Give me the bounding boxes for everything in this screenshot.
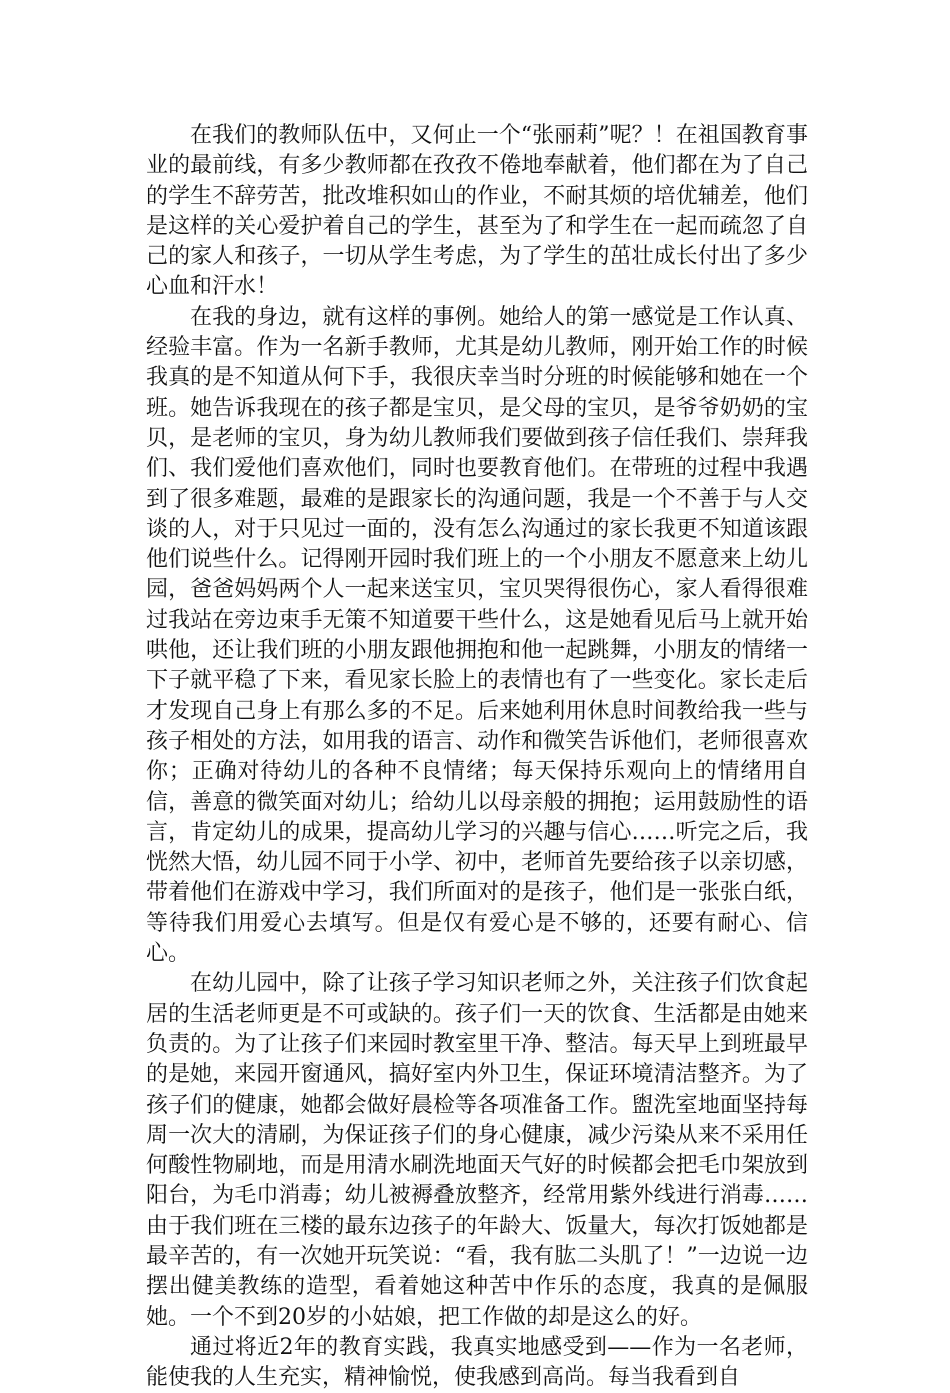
- paragraph-2: 在我的身边，就有这样的事例。她给人的第一感觉是工作认真、经验丰富。作为一名新手教师，尤其是幼儿教师，刚开始工作的时候我真的是不知道从何下手，我很庆幸当时分班的时候能够和她在一个班。她告诉我现在的孩子都是宝贝，是父母的宝贝，是爷爷奶奶的宝贝，是老师的宝贝，身为幼儿教师我们要做到孩子信任我们、崇拜我们、我们爱他们喜欢他们，同时也要教育他们。在带班的过程中我遇到了很多难题，最难的是跟家长的沟通问题，我是一个不善于与人交谈的人，对于只见过一面的，没有怎么沟通过的家长我更不知道该跟他们说些什么。记得刚开园时我们班上的一个小朋友不愿意来上幼儿园，爸爸妈妈两个人一起来送宝贝，宝贝哭得很伤心，家人看得很难过我站在旁边束手无策不知道要干些什么，这是她看见后马上就开始哄他，还让我们班的小朋友跟他拥抱和他一起跳舞，小朋友的情绪一下子就平稳了下来，看见家长脸上的表情也有了一些变化。家长走后才发现自己身上有那么多的不足。后来她利用休息时间教给我一些与孩子相处的方法，如用我的语言、动作和微笑告诉他们，老师很喜欢你；正确对待幼儿的各种不良情绪；每天保持乐观向上的情绪用自信，善意的微笑面对幼儿；给幼儿以母亲般的拥抱；运用鼓励性的语言，肯定幼儿的成果，提高幼儿学习的兴趣与信心……听完之后，我恍然大悟，幼儿园不同于小学、初中，老师首先要给孩子以亲切感，带着他们在游戏中学习，我们所面对的是孩子，他们是一张张白纸，等待我们用爱心去填写。但是仅有爱心是不够的，还要有耐心、信心。: [146, 304, 808, 967]
- paragraph-1: 在我们的教师队伍中，又何止一个“张丽莉”呢？！在祖国教育事业的最前线，有多少教师都在孜孜不倦地奉献着，他们都在为了自己的学生不辞劳苦，批改堆积如山的作业，不耐其烦的培优辅差，他们是这样的关心爱护着自己的学生，甚至为了和学生在一起而疏忽了自己的家人和孩子，一切从学生考虑，为了学生的茁壮成长付出了多少心血和汗水！: [146, 123, 808, 300]
- document-body: [146, 121, 808, 1393]
- paragraph-4: 通过将近2年的教育实践，我真实地感受到——作为一名老师，能使我的人生充实，精神愉悦，使我感到高尚。每当我看到自: [146, 1334, 808, 1391]
- paragraph-3: 在幼儿园中，除了让孩子学习知识老师之外，关注孩子们饮食起居的生活老师更是不可或缺的。孩子们一天的饮食、生活都是由她来负责的。为了让孩子们来园时教室里干净、整洁。每天早上到班最早的是她，来园开窗通风，搞好室内外卫生，保证环境清洁整齐。为了孩子们的健康，她都会做好晨检等各项准备工作。盥洗室地面坚持每周一次大的清刷，为保证孩子们的身心健康，减少污染从来不采用任何酸性物刷地，而是用清水刷洗地面天气好的时候都会把毛巾架放到阳台，为毛巾消毒；幼儿被褥叠放整齐，经常用紫外线进行消毒……由于我们班在三楼的最东边孩子的年龄大、饭量大，每次打饭她都是最辛苦的，有一次她开玩笑说：“看，我有肱二头肌了！”一边说一边摆出健美教练的造型，看着她这种苦中作乐的态度，我真的是佩服她。一个不到20岁的小姑娘，把工作做的却是这么的好。: [146, 971, 808, 1330]
